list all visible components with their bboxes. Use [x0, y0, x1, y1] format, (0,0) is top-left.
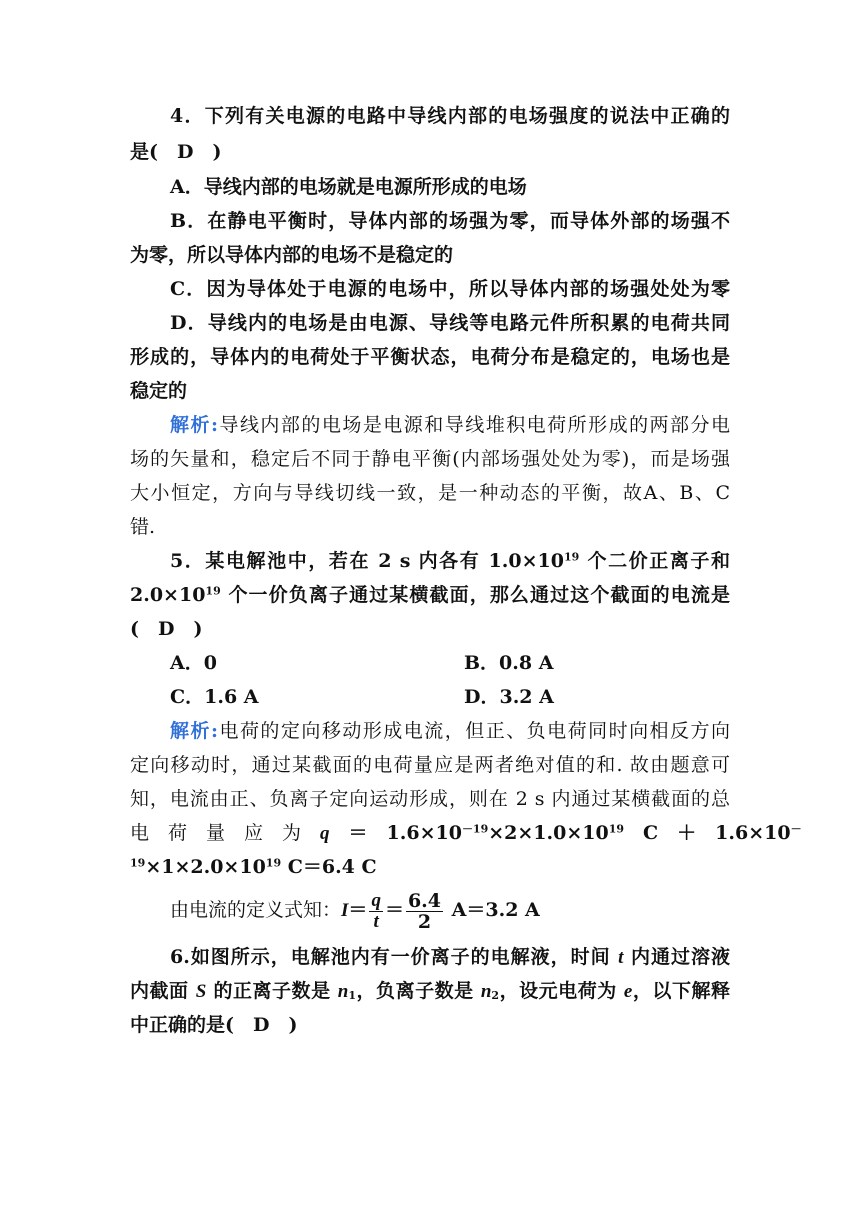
q6-stem-line2 [130, 974, 730, 1008]
q5-calc-text4a: 电 荷 量 应 为 [130, 822, 321, 844]
q6-stem-text2e: ，以下解释 [632, 980, 730, 1002]
q5-calc-exp3: － [790, 822, 802, 836]
q5-calc-text4d: C ＋ 1.6×10 [624, 822, 791, 844]
q5-stem-line2 [130, 578, 730, 612]
q6-sub-1: 1 [348, 989, 356, 1003]
q4-analysis-line2: 场的矢量和，稳定后不同于静电平衡(内部场强处处为零)，而是场强 [130, 448, 730, 470]
q4-option-b-line2: 为零，所以导体内部的电场不是稳定的 [130, 244, 454, 266]
q5-formula-fraction-value [406, 891, 443, 932]
q5-option-a: A．0 [170, 652, 217, 674]
q6-stem-text2d: ，设元电荷为 [499, 980, 624, 1002]
q5-formula-eq2: ＝ [384, 899, 404, 921]
q5-stem-text1a: 5．某电解池中，若在 2 s 内各有 1.0×10 [170, 550, 564, 572]
q4-option-d-line3: 稳定的 [130, 380, 188, 402]
q5-formula-den: 2 [417, 910, 432, 933]
q4-option-c: C．因为导体处于电源的电场中，所以导体内部的场强处处为零 [170, 278, 730, 300]
q6-var-S: S [195, 981, 207, 1002]
q4-analysis-text1: 导线内部的电场是电源和导线堆积电荷所形成的两部分电 [217, 414, 730, 436]
q5-stem-exp1: 19 [563, 550, 580, 564]
q5-stem-text2b: 个一价负离子通过某横截面，那么通过这个截面的电流是 [220, 584, 730, 606]
q5-calc-text5: ×1×2.0×10 [145, 856, 266, 878]
q5-calc-exp4: 19 [130, 856, 146, 870]
q5-analysis-line1 [170, 714, 730, 748]
q5-calc-line5 [130, 850, 730, 884]
q5-analysis-text1: 电荷的定向移动形成电流，但正、负电荷同时向相反方向 [217, 720, 730, 742]
q4-option-d-line1: D．导线内的电场是由电源、导线等电路元件所积累的电荷共同 [170, 312, 730, 334]
q5-formula-eq1: ＝ [348, 899, 368, 921]
q6-stem-line3: 中正确的是( D ) [130, 1014, 298, 1036]
q4-stem-line1: 4．下列有关电源的电路中导线内部的电场强度的说法中正确的 [170, 105, 730, 127]
q6-stem-text1a: 6.如图所示，电解池内有一价离子的电解液，时间 [170, 946, 619, 968]
q4-analysis-label: 解析: [170, 414, 218, 436]
q5-formula-prefix: 由电流的定义式知： [170, 899, 342, 921]
q4-analysis-line1 [170, 408, 730, 442]
q5-analysis-line2: 定向移动时，通过某截面的电荷量应是两者绝对值的和. 故由题意可 [130, 754, 730, 776]
q6-stem-line1 [170, 940, 730, 974]
q5-stem-line1 [170, 544, 730, 578]
q5-formula-t: t [373, 910, 379, 932]
q5-formula-I: I [341, 900, 349, 921]
q5-calc-q: q [320, 823, 330, 844]
q5-analysis-label: 解析: [170, 720, 218, 742]
q4-option-d-line2: 形成的，导体内的电荷处于平衡状态，电荷分布是稳定的，电场也是 [130, 346, 730, 368]
q5-option-d: D．3.2 A [464, 686, 554, 708]
q6-stem-text2a: 内截面 [130, 980, 196, 1002]
q5-formula-fraction-qt [369, 891, 383, 932]
q5-calc-exp5: 19 [265, 856, 282, 870]
q5-options-row2 [170, 680, 730, 714]
q6-stem-text2c: ，负离子数是 [356, 980, 481, 1002]
q5-stem-line3: ( D ) [130, 618, 203, 640]
q5-calc-exp1: －19 [461, 822, 489, 836]
q6-stem-text2b: 的正离子数是 [206, 980, 338, 1002]
q5-option-c: C．1.6 A [170, 686, 259, 708]
q5-formula-line [170, 888, 730, 932]
q6-var-n1: n [337, 981, 349, 1002]
q4-option-a: A．导线内部的电场就是电源所形成的电场 [170, 176, 527, 198]
q5-analysis-line3: 知，电流由正、负离子定向运动形成，则在 2 s 内通过某横截面的总 [130, 788, 730, 810]
q5-calc-text4b: ＝ 1.6×10 [329, 822, 462, 844]
q6-sub-2: 2 [491, 989, 500, 1003]
q4-analysis-line4: 错. [130, 516, 156, 538]
q5-formula-num: 6.4 [407, 889, 442, 912]
q4-stem-line2: 是( D ) [130, 141, 222, 163]
q5-formula-result: A＝3.2 A [445, 899, 540, 921]
q5-formula-q: q [371, 889, 381, 911]
q4-option-b-line1: B．在静电平衡时，导体内部的场强为零，而导体外部的场强不 [170, 210, 730, 232]
q5-calc-text4c: ×2×1.0×10 [488, 822, 609, 844]
q5-stem-text1b: 个二价正离子和 [579, 550, 730, 572]
q5-calc-text5b: C＝6.4 C [281, 856, 377, 878]
q6-var-e: e [623, 981, 633, 1002]
q5-option-b: B．0.8 A [464, 652, 554, 674]
q6-stem-text1b: 内通过溶液 [623, 946, 730, 968]
q6-var-n2: n [480, 981, 492, 1002]
q5-stem-exp2: 19 [205, 584, 221, 598]
q6-var-t: t [618, 947, 624, 968]
q5-calc-line4 [130, 816, 802, 850]
q5-calc-exp2: 19 [608, 822, 625, 836]
q4-analysis-line3: 大小恒定，方向与导线切线一致，是一种动态的平衡，故A、B、C [130, 482, 730, 504]
q5-options-row1 [170, 646, 730, 680]
q5-stem-text2a: 2.0×10 [130, 584, 206, 606]
